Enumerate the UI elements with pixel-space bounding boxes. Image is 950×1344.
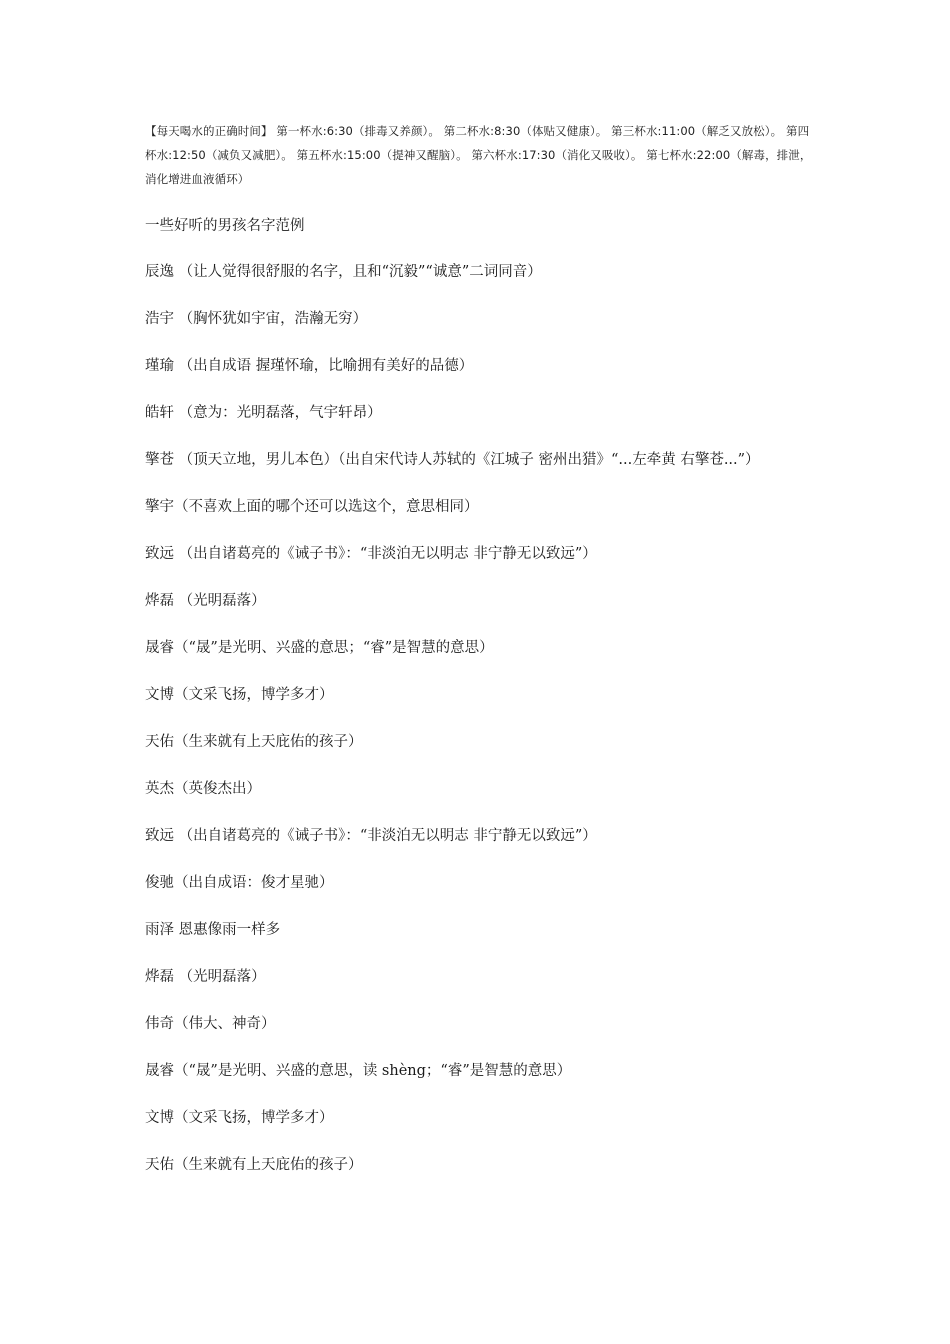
list-item: 致远 （出自诸葛亮的《诫子书》：“非淡泊无以明志 非宁静无以致远”） [145,546,597,562]
list-item: 致远 （出自诸葛亮的《诫子书》：“非淡泊无以明志 非宁静无以致远”） [145,828,597,844]
list-item: 文博（文采飞扬，博学多才） [145,1110,334,1126]
list-item: 浩宇 （胸怀犹如宇宙，浩瀚无穷） [145,311,368,327]
list-item: 文博（文采飞扬，博学多才） [145,687,334,703]
list-item: 英杰（英俊杰出） [145,781,261,797]
boy-names-list [145,261,813,1201]
list-item: 烨磊 （光明磊落） [145,969,266,985]
list-item: 皓轩 （意为：光明磊落，气宇轩昂） [145,405,382,421]
water-schedule-paragraph: 【每天喝水的正确时间】 第一杯水:6:30（排毒又养颜）。 第二杯水:8:30（体贴又健康）。 第三杯水:11:00（解乏又放松）。 第四杯水:12:50（减负又减肥）。 第五杯水:15:00（提神又醒脑）。 第六杯水:17:30（消化又吸收）。 第七杯水:22:00（解毒，排泄，消化增进血液循环） [145,124,812,186]
list-item: 瑾瑜 （出自成语 握瑾怀瑜，比喻拥有美好的品德） [145,358,474,374]
list-item: 晟睿（“晟”是光明、兴盛的意思，读 shèng；“睿”是智慧的意思） [145,1063,572,1079]
list-item: 天佑（生来就有上天庇佑的孩子） [145,734,363,750]
list-item: 擎苍 （顶天立地，男儿本色）（出自宋代诗人苏轼的《江城子 密州出猎》“...左牵黄 右擎苍...”） [145,452,760,468]
list-item: 辰逸 （让人觉得很舒服的名字，且和“沉毅”“诚意”二词同音） [145,264,542,280]
list-item: 伟奇（伟大、神奇） [145,1016,276,1032]
section-heading: 一些好听的男孩名字范例 [145,218,305,234]
list-item: 雨泽 恩惠像雨一样多 [145,922,281,938]
list-item: 擎宇（不喜欢上面的哪个还可以选这个，意思相同） [145,499,479,515]
list-item: 烨磊 （光明磊落） [145,593,266,609]
list-item: 天佑（生来就有上天庇佑的孩子） [145,1157,363,1173]
list-item: 俊驰（出自成语：俊才星驰） [145,875,334,891]
list-item: 晟睿（“晟”是光明、兴盛的意思；“睿”是智慧的意思） [145,640,494,656]
